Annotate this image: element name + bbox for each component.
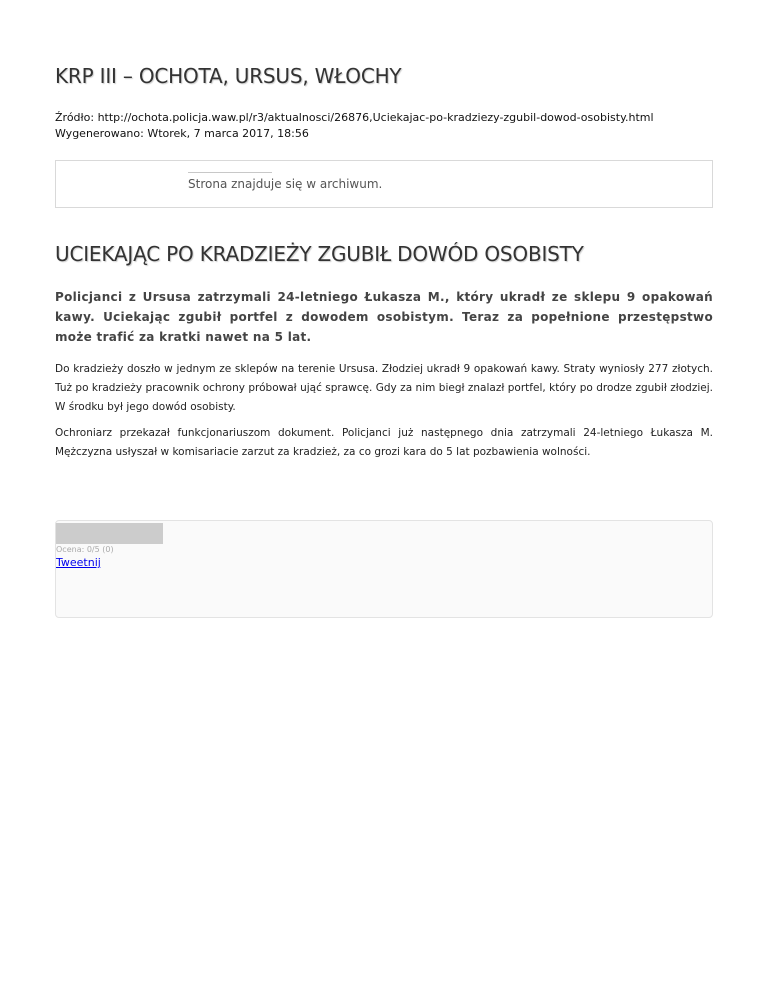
tweet-link[interactable]: Tweetnij xyxy=(56,556,101,569)
source-url: Źródło: http://ochota.policja.waw.pl/r3/aktualnosci/26876,Uciekajac-po-kradziezy-zgubil-dowod-osobisty.html xyxy=(55,111,654,124)
site-title: KRP III – OCHOTA, URSUS, WŁOCHY xyxy=(55,64,402,88)
archive-divider xyxy=(188,172,272,173)
rating-score: Ocena: 0/5 (0) xyxy=(56,545,114,554)
archive-notice-text: Strona znajduje się w archiwum. xyxy=(188,177,383,191)
generated-date: Wygenerowano: Wtorek, 7 marca 2017, 18:56 xyxy=(55,127,309,140)
article-lead: Policjanci z Ursusa zatrzymali 24-letniego Łukasza M., który ukradł ze sklepu 9 opakowań kawy. Uciekając zgubił portfel z dowodem osobistym. Teraz za popełnione przestępstwo może trafić za kratki nawet na 5 lat. xyxy=(55,290,713,344)
article-paragraph: Ochroniarz przekazał funkcjonariuszom dokument. Policjanci już następnego dnia zatrzymali 24-letniego Łukasza M. Mężczyzna usłyszał w komisariacie zarzut za kradzież, za co grozi kara do 5 lat pozbawienia wolności. xyxy=(55,427,713,458)
article-paragraph: Do kradzieży doszło w jednym ze sklepów na terenie Ursusa. Złodziej ukradł 9 opakowań kawy. Straty wyniosły 277 złotych. Tuż po kradzieży pracownik ochrony próbował ująć sprawcę. Gdy za nim biegł znalazł portfel, który po drodze zgubił złodziej. W środku był jego dowód osobisty. xyxy=(55,363,713,413)
rating-box xyxy=(55,520,713,618)
document-meta xyxy=(55,110,654,142)
archive-notice-box xyxy=(55,160,713,208)
article-title: UCIEKAJĄC PO KRADZIEŻY ZGUBIŁ DOWÓD OSOBISTY xyxy=(55,242,584,266)
rating-stars-widget[interactable] xyxy=(56,523,163,544)
